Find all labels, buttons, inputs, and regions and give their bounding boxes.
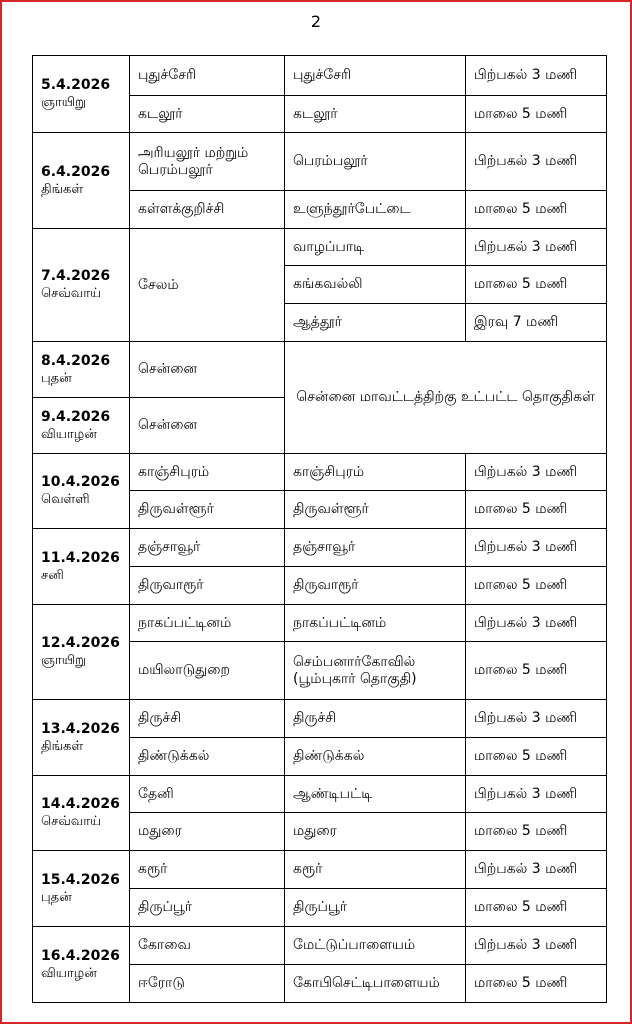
day: சனி xyxy=(41,567,64,583)
time-cell: மாலை 5 மணி xyxy=(466,738,607,776)
district-cell: சென்னை xyxy=(130,342,285,398)
place-cell: மேட்டுப்பாளையம் xyxy=(285,927,466,965)
place-cell: நாகப்பட்டினம் xyxy=(285,605,466,642)
place-cell: வாழப்பாடி xyxy=(285,229,466,266)
table-row xyxy=(33,342,607,398)
date-cell xyxy=(33,529,130,605)
time-cell: பிற்பகல் 3 மணி xyxy=(466,56,607,96)
table-row xyxy=(33,776,607,813)
day: செவ்வாய் xyxy=(41,814,102,829)
date: 9.4.2026 xyxy=(41,408,111,425)
district-cell: திருச்சி xyxy=(130,700,285,738)
district-cell: கடலூர் xyxy=(130,96,285,133)
district-cell: திருப்பூர் xyxy=(130,889,285,927)
table-row xyxy=(33,454,607,491)
date-cell xyxy=(33,229,130,342)
district-cell: அரியலூர் மற்றும் பெரம்பலூர் xyxy=(130,133,285,191)
time-cell: பிற்பகல் 3 மணி xyxy=(466,927,607,965)
place-cell: உளுந்தூர்பேட்டை xyxy=(285,191,466,229)
table-row xyxy=(33,56,607,96)
date: 14.4.2026 xyxy=(41,796,120,812)
district-cell: மதுரை xyxy=(130,813,285,851)
date: 13.4.2026 xyxy=(41,720,120,737)
time-cell: மாலை 5 மணி xyxy=(466,813,607,851)
place-cell: கரூர் xyxy=(285,851,466,889)
date-cell xyxy=(33,851,130,927)
schedule-table xyxy=(32,55,607,1003)
place-cell: ஆண்டிபட்டி xyxy=(285,776,466,813)
date: 5.4.2026 xyxy=(41,77,111,93)
day: திங்கள் xyxy=(41,738,84,754)
place-cell: காஞ்சிபுரம் xyxy=(285,454,466,491)
chennai-note: சென்னை மாவட்டத்திற்கு உட்பட்ட தொகுதிகள் xyxy=(285,342,607,454)
place-cell: திருவாரூர் xyxy=(285,567,466,605)
time-cell: மாலை 5 மணி xyxy=(466,266,607,304)
time-cell: பிற்பகல் 3 மணி xyxy=(466,700,607,738)
district-cell: திருவாரூர் xyxy=(130,567,285,605)
time-cell: இரவு 7 மணி xyxy=(466,304,607,342)
place-cell: திண்டுக்கல் xyxy=(285,738,466,776)
date: 12.4.2026 xyxy=(41,635,120,651)
place-cell: திருவள்ளூர் xyxy=(285,491,466,529)
place-cell: புதுச்சேரி xyxy=(285,56,466,96)
date-cell xyxy=(33,133,130,229)
district-cell: கரூர் xyxy=(130,851,285,889)
table-row xyxy=(33,851,607,889)
district-cell: காஞ்சிபுரம் xyxy=(130,454,285,491)
district-cell: தஞ்சாவூர் xyxy=(130,529,285,567)
date-cell xyxy=(33,56,130,133)
district-cell: திருவள்ளூர் xyxy=(130,491,285,529)
page-number: 2 xyxy=(310,12,322,31)
date: 15.4.2026 xyxy=(41,871,120,888)
table-row xyxy=(33,229,607,266)
place-cell: கோபிசெட்டிபாளையம் xyxy=(285,965,466,1003)
date: 10.4.2026 xyxy=(41,474,120,490)
date-cell xyxy=(33,927,130,1003)
time-cell: பிற்பகல் 3 மணி xyxy=(466,133,607,191)
day: வியாழன் xyxy=(41,426,97,442)
place-cell: திருப்பூர் xyxy=(285,889,466,927)
time-cell: பிற்பகல் 3 மணி xyxy=(466,851,607,889)
time-cell: மாலை 5 மணி xyxy=(466,567,607,605)
date-cell xyxy=(33,398,130,454)
date-cell xyxy=(33,776,130,851)
time-cell: பிற்பகல் 3 மணி xyxy=(466,454,607,491)
district-cell: புதுச்சேரி xyxy=(130,56,285,96)
place-cell: திருச்சி xyxy=(285,700,466,738)
day: வியாழன் xyxy=(41,965,97,981)
district-cell: சேலம் xyxy=(130,229,285,342)
time-cell: பிற்பகல் 3 மணி xyxy=(466,529,607,567)
district-cell: சென்னை xyxy=(130,398,285,454)
day: வெள்ளி xyxy=(41,492,90,507)
district-cell: தேனி xyxy=(130,776,285,813)
time-cell: பிற்பகல் 3 மணி xyxy=(466,229,607,266)
date: 8.4.2026 xyxy=(41,352,111,369)
date: 6.4.2026 xyxy=(41,163,111,180)
table-row xyxy=(33,529,607,567)
time-cell: பிற்பகல் 3 மணி xyxy=(466,776,607,813)
table-row xyxy=(33,700,607,738)
day: ஞாயிறு xyxy=(41,653,86,668)
time-cell: மாலை 5 மணி xyxy=(466,491,607,529)
district-cell: ஈரோடு xyxy=(130,965,285,1003)
date: 7.4.2026 xyxy=(41,268,111,284)
day: திங்கள் xyxy=(41,181,84,197)
time-cell: மாலை 5 மணி xyxy=(466,889,607,927)
place-cell: கடலூர் xyxy=(285,96,466,133)
place-cell: பெரம்பலூர் xyxy=(285,133,466,191)
district-cell: நாகப்பட்டினம் xyxy=(130,605,285,642)
day: செவ்வாய் xyxy=(41,286,102,301)
time-cell: மாலை 5 மணி xyxy=(466,642,607,700)
place-cell: செம்பனார்கோவில் (பூம்புகார் தொகுதி) xyxy=(285,642,466,700)
table-row xyxy=(33,605,607,642)
table-row xyxy=(33,133,607,191)
date-cell xyxy=(33,454,130,529)
place-cell: மதுரை xyxy=(285,813,466,851)
day: புதன் xyxy=(41,370,72,386)
date: 11.4.2026 xyxy=(41,549,120,566)
district-cell: மயிலாடுதுறை xyxy=(130,642,285,700)
time-cell: மாலை 5 மணி xyxy=(466,965,607,1003)
table-row xyxy=(33,927,607,965)
place-cell: கங்கவல்லி xyxy=(285,266,466,304)
time-cell: பிற்பகல் 3 மணி xyxy=(466,605,607,642)
day: புதன் xyxy=(41,889,72,905)
date-cell xyxy=(33,700,130,776)
time-cell: மாலை 5 மணி xyxy=(466,96,607,133)
district-cell: கள்ளக்குறிச்சி xyxy=(130,191,285,229)
place-cell: ஆத்தூர் xyxy=(285,304,466,342)
day: ஞாயிறு xyxy=(41,95,86,110)
time-cell: மாலை 5 மணி xyxy=(466,191,607,229)
place-cell: தஞ்சாவூர் xyxy=(285,529,466,567)
district-cell: திண்டுக்கல் xyxy=(130,738,285,776)
district-cell: கோவை xyxy=(130,927,285,965)
date-cell xyxy=(33,605,130,700)
date: 16.4.2026 xyxy=(41,947,120,964)
date-cell xyxy=(33,342,130,398)
